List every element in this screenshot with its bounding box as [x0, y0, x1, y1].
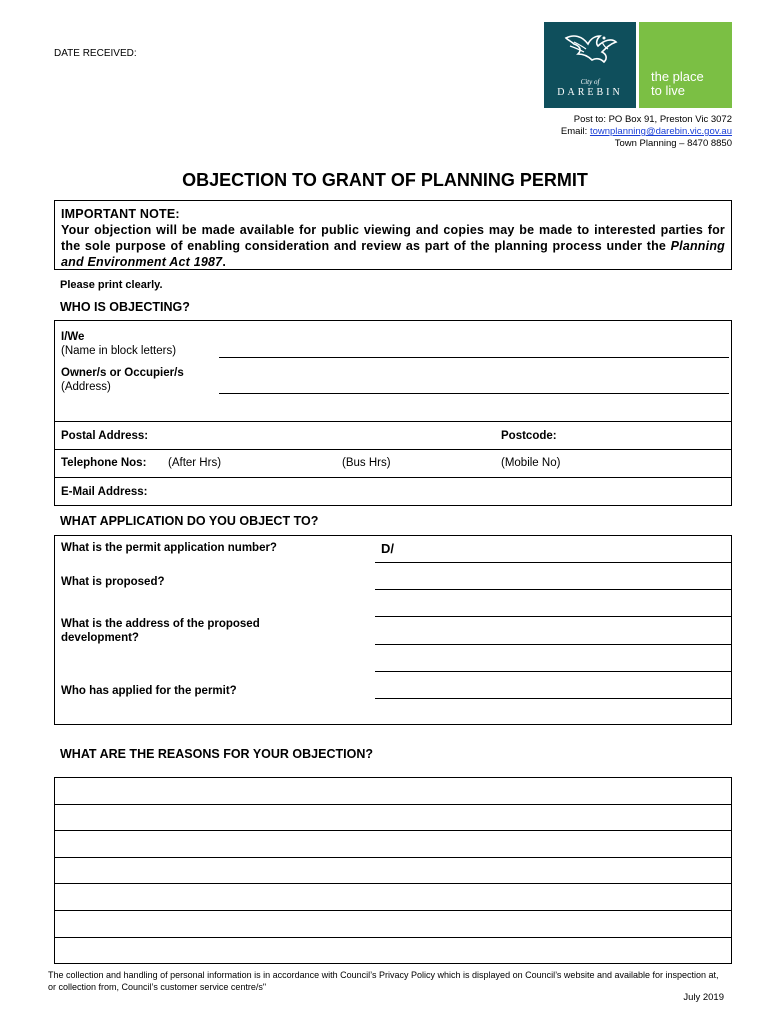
application-details-box: [54, 535, 732, 725]
form-date: July 2019: [683, 992, 724, 1003]
reasons-line: [55, 937, 731, 938]
applicant-label: Who has applied for the permit?: [61, 685, 237, 697]
reasons-line: [55, 910, 731, 911]
name-field[interactable]: [219, 357, 729, 358]
act-name: Planning and Environment Act 1987: [61, 239, 725, 269]
after-hours-label: (After Hrs): [168, 457, 222, 469]
address-field[interactable]: [219, 393, 729, 394]
reasons-line: [55, 857, 731, 858]
privacy-statement: The collection and handling of personal information is in accordance with Council’s Privacy Policy which is displayed on Council’s website and available for inspection at, or collection from, Council’s customer service centre/s": [48, 970, 719, 992]
tagline-line-2: to live: [651, 83, 685, 98]
who-heading: WHO IS OBJECTING?: [60, 300, 190, 314]
proposed-label: What is proposed?: [61, 576, 165, 588]
important-note-end: .: [222, 255, 227, 269]
iwe-sublabel: (Name in block letters): [61, 345, 177, 357]
proposed-field-line-2[interactable]: [375, 616, 731, 617]
important-note-body: [61, 222, 725, 270]
contact-block: [561, 114, 732, 150]
telephone-row[interactable]: [54, 449, 732, 478]
important-note-heading: IMPORTANT NOTE:: [61, 207, 180, 221]
development-address-field-1[interactable]: [375, 644, 731, 645]
email-link[interactable]: townplanning@darebin.vic.gov.au: [589, 126, 732, 137]
reasons-line: [55, 830, 731, 831]
page-title: OBJECTION TO GRANT OF PLANNING PERMIT: [182, 170, 588, 190]
email-contact-label: Email:: [560, 126, 590, 137]
development-address-label-1: What is the address of the proposed: [61, 618, 260, 630]
postal-address-row[interactable]: [54, 421, 732, 450]
development-address-field-2[interactable]: [375, 671, 731, 672]
email-contact: [561, 126, 732, 138]
telephone-label: Telephone Nos:: [61, 457, 147, 469]
business-hours-label: (Bus Hrs): [342, 457, 391, 469]
reasons-box[interactable]: [54, 777, 732, 964]
print-clearly-note: Please print clearly.: [60, 279, 163, 291]
email-address-label: E-Mail Address:: [61, 486, 148, 498]
dove-icon: [544, 22, 636, 78]
proposed-field-line-1[interactable]: [375, 589, 731, 590]
logo-name: DAREBIN: [557, 87, 623, 98]
mobile-label: (Mobile No): [501, 457, 561, 469]
darebin-logo: [544, 22, 636, 108]
permit-number-prefix: D/: [381, 541, 394, 556]
email-row[interactable]: [54, 477, 732, 506]
development-address-label-2: development?: [61, 632, 139, 644]
tagline-panel: [639, 22, 732, 108]
reasons-line: [55, 804, 731, 805]
reasons-line: [55, 883, 731, 884]
reasons-heading: WHAT ARE THE REASONS FOR YOUR OBJECTION?: [60, 747, 373, 761]
iwe-label: I/We: [61, 331, 85, 343]
applicant-field[interactable]: [375, 698, 731, 699]
date-received-label: DATE RECEIVED:: [54, 48, 137, 59]
application-heading: WHAT APPLICATION DO YOU OBJECT TO?: [60, 514, 319, 528]
owner-sublabel: (Address): [61, 381, 111, 393]
objector-details-box: [54, 320, 732, 422]
logo-city-text: City of: [580, 78, 600, 86]
postal-address-label: Postal Address:: [61, 430, 149, 442]
important-note-box: [54, 200, 732, 270]
postal-contact: Post to: PO Box 91, Preston Vic 3072: [573, 114, 732, 125]
postcode-label: Postcode:: [501, 430, 557, 442]
phone-contact: Town Planning – 8470 8850: [614, 138, 732, 149]
tagline-line-1: the place: [651, 69, 704, 84]
owner-label: Owner/s or Occupier/s: [61, 367, 184, 379]
permit-number-label: What is the permit application number?: [61, 542, 277, 554]
important-note-text: Your objection will be made available for public viewing and copies may be made to interested parties for the sole purpose of enabling consideration and review as part of the planning process under the: [61, 223, 725, 253]
permit-number-field[interactable]: [375, 562, 731, 563]
